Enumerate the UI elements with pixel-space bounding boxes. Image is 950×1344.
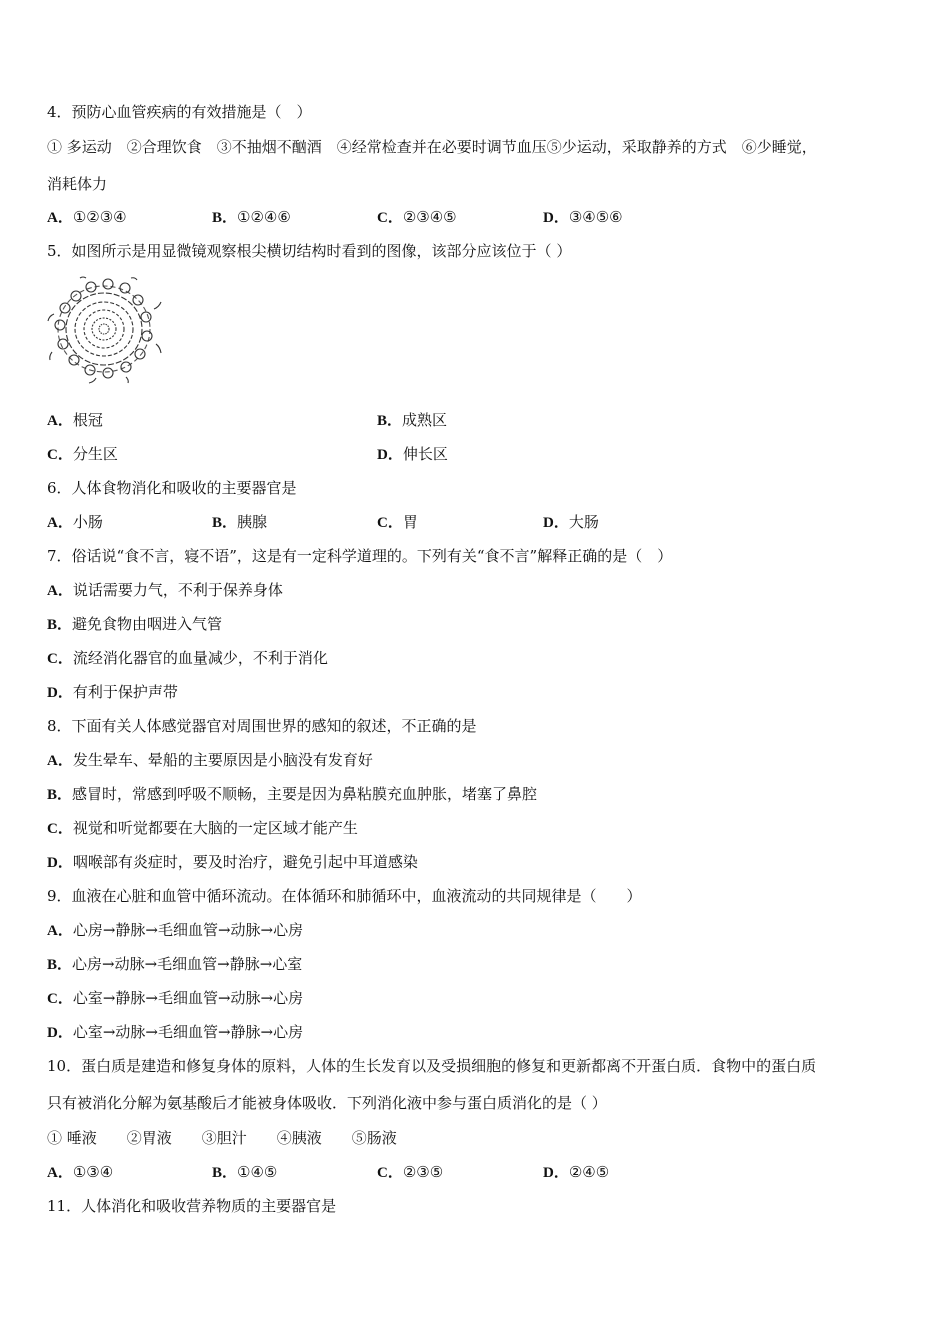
option-label: B．: [47, 957, 73, 973]
option-label: C．: [47, 821, 73, 837]
option-text: 咽喉部有炎症时，要及时治疗，避免引起中耳道感染: [72, 853, 418, 871]
option-label: C．: [377, 210, 403, 226]
option-label: A．: [47, 583, 73, 599]
question-6-option-a[interactable]: [47, 512, 103, 533]
option-text: 避免食物由咽进入气管: [72, 615, 223, 633]
option-text: 心房→动脉→毛细血管→静脉→心室: [72, 955, 303, 973]
option-text: 小肠: [72, 513, 103, 531]
question-11-stem: 11．人体消化和吸收营养物质的主要器官是: [47, 1197, 337, 1215]
question-9-stem: 9．血液在心脏和血管中循环流动。在体循环和肺循环中，血液流动的共同规律是（ ）: [47, 887, 642, 905]
question-4-option-a[interactable]: [47, 207, 127, 228]
option-text: ①④⑤: [237, 1163, 278, 1181]
option-label: D．: [543, 210, 569, 226]
option-label: B．: [212, 1165, 238, 1181]
question-8-stem: 8．下面有关人体感觉器官对周围世界的感知的叙述，不正确的是: [47, 717, 477, 735]
option-label: C．: [47, 651, 73, 667]
question-9-option-a[interactable]: [47, 920, 303, 941]
option-text: 说话需要力气，不利于保养身体: [72, 581, 283, 599]
root-cross-section-figure: [46, 274, 162, 384]
option-label: D．: [47, 685, 73, 701]
question-10-option-a[interactable]: [47, 1162, 113, 1183]
question-6-option-d[interactable]: [543, 512, 599, 533]
question-10-items: ① 唾液 ②胃液 ③胆汁 ④胰液 ⑤肠液: [47, 1129, 397, 1147]
option-text: 有利于保护声带: [72, 683, 178, 701]
option-label: B．: [212, 515, 238, 531]
question-8-option-d[interactable]: [47, 852, 418, 873]
question-8-option-c[interactable]: [47, 818, 358, 839]
question-10-option-b[interactable]: [212, 1162, 277, 1183]
question-9-option-c[interactable]: [47, 988, 303, 1009]
option-label: D．: [543, 515, 569, 531]
option-text: 大肠: [568, 513, 599, 531]
question-5-option-c[interactable]: [47, 444, 118, 465]
option-label: A．: [47, 753, 73, 769]
option-text: 胰腺: [237, 513, 268, 531]
option-label: B．: [212, 210, 238, 226]
question-7-option-d[interactable]: [47, 682, 178, 703]
option-label: A．: [47, 923, 73, 939]
question-7-option-b[interactable]: [47, 614, 222, 635]
question-4-option-c[interactable]: [377, 207, 457, 228]
option-label: B．: [47, 787, 73, 803]
option-label: A．: [47, 515, 73, 531]
option-text: 胃: [402, 513, 418, 531]
question-5-option-a[interactable]: [47, 410, 103, 431]
option-label: A．: [47, 210, 73, 226]
question-7-option-a[interactable]: [47, 580, 283, 601]
question-5-option-d[interactable]: [377, 444, 448, 465]
option-text: ②④⑤: [568, 1163, 610, 1181]
option-label: B．: [377, 413, 403, 429]
question-7-stem: 7．俗话说“食不言，寝不语”，这是有一定科学道理的。下列有关“食不言”解释正确的是（ ）: [47, 547, 673, 565]
option-label: B．: [47, 617, 73, 633]
option-text: 伸长区: [402, 445, 448, 463]
option-text: ①③④: [72, 1163, 114, 1181]
option-text: 心房→静脉→毛细血管→动脉→心房: [72, 921, 304, 939]
question-5-option-b[interactable]: [377, 410, 447, 431]
question-4-option-d[interactable]: [543, 207, 623, 228]
option-text: 感冒时，常感到呼吸不顺畅，主要是因为鼻粘膜充血肿胀，堵塞了鼻腔: [72, 785, 538, 803]
option-label: D．: [47, 855, 73, 871]
option-label: D．: [543, 1165, 569, 1181]
option-text: 流经消化器官的血量减少，不利于消化: [72, 649, 328, 667]
question-4-statements-line1: ① 多运动 ②合理饮食 ③不抽烟不酗酒 ④经常检查并在必要时调节血压⑤少运动，采取静养的方式 ⑥少睡觉，: [47, 138, 817, 156]
option-text: 根冠: [72, 411, 103, 429]
option-text: ①②④⑥: [237, 208, 291, 226]
question-6-stem: 6．人体食物消化和吸收的主要器官是: [47, 479, 297, 497]
option-text: 分生区: [72, 445, 118, 463]
option-label: D．: [377, 447, 403, 463]
option-text: ③④⑤⑥: [568, 208, 623, 226]
question-4-stem: 4．预防心血管疾病的有效措施是（ ）: [47, 103, 312, 121]
option-label: D．: [47, 1025, 73, 1041]
question-10-option-d[interactable]: [543, 1162, 609, 1183]
question-9-option-d[interactable]: [47, 1022, 303, 1043]
option-label: C．: [377, 1165, 403, 1181]
question-8-option-a[interactable]: [47, 750, 373, 771]
option-label: C．: [47, 991, 73, 1007]
option-text: 发生晕车、晕船的主要原因是小脑没有发育好: [72, 751, 373, 769]
option-text: 成熟区: [402, 411, 448, 429]
option-label: C．: [377, 515, 403, 531]
question-10-stem-line2: 只有被消化分解为氨基酸后才能被身体吸收．下列消化液中参与蛋白质消化的是（ ）: [47, 1094, 607, 1112]
option-label: A．: [47, 1165, 73, 1181]
option-text: ①②③④: [72, 208, 127, 226]
option-text: 心室→静脉→毛细血管→动脉→心房: [72, 989, 304, 1007]
option-label: C．: [47, 447, 73, 463]
question-6-option-c[interactable]: [377, 512, 418, 533]
question-8-option-b[interactable]: [47, 784, 537, 805]
option-text: 心室→动脉→毛细血管→静脉→心房: [72, 1023, 304, 1041]
question-5-stem: 5．如图所示是用显微镜观察根尖横切结构时看到的图像，该部分应该位于（ ）: [47, 242, 572, 260]
option-text: ②③④⑤: [402, 208, 457, 226]
question-10-option-c[interactable]: [377, 1162, 443, 1183]
option-text: 视觉和听觉都要在大脑的一定区域才能产生: [72, 819, 358, 837]
option-label: A．: [47, 413, 73, 429]
question-6-option-b[interactable]: [212, 512, 267, 533]
option-text: ②③⑤: [402, 1163, 444, 1181]
question-4-option-b[interactable]: [212, 207, 291, 228]
question-10-stem-line1: 10．蛋白质是建造和修复身体的原料，人体的生长发育以及受损细胞的修复和更新都离不开蛋白质．食物中的蛋白质: [47, 1057, 817, 1075]
question-9-option-b[interactable]: [47, 954, 302, 975]
question-4-statements-line2: 消耗体力: [47, 175, 108, 193]
question-7-option-c[interactable]: [47, 648, 328, 669]
